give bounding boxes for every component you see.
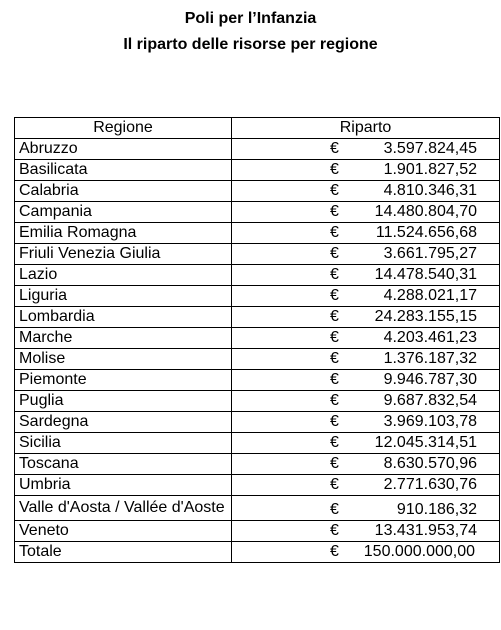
amount-value: 910.186,32 xyxy=(396,501,477,518)
currency-symbol: € xyxy=(330,543,339,560)
table-row xyxy=(15,160,500,181)
table-row xyxy=(15,139,500,160)
region-cell: Abruzzo xyxy=(15,139,232,160)
region-cell: Puglia xyxy=(15,391,232,412)
currency-symbol: € xyxy=(330,522,339,539)
table-row xyxy=(15,412,500,433)
currency-symbol: € xyxy=(330,392,339,409)
region-cell: Valle d'Aosta / Vallée d'Aoste xyxy=(15,496,232,521)
amount-cell xyxy=(232,223,500,244)
region-cell: Molise xyxy=(15,349,232,370)
currency-symbol: € xyxy=(330,455,339,472)
amount-cell xyxy=(232,244,500,265)
amount-cell xyxy=(232,328,500,349)
region-cell: Calabria xyxy=(15,181,232,202)
amount-value: 9.687.832,54 xyxy=(383,392,477,409)
region-cell: Umbria xyxy=(15,475,232,496)
table-row xyxy=(15,307,500,328)
currency-symbol: € xyxy=(330,371,339,388)
amount-value: 11.524.656,68 xyxy=(375,224,477,241)
currency-symbol: € xyxy=(330,203,339,220)
amount-cell xyxy=(232,202,500,223)
currency-symbol: € xyxy=(330,329,339,346)
table-row xyxy=(15,328,500,349)
currency-symbol: € xyxy=(330,182,339,199)
currency-symbol: € xyxy=(330,476,339,493)
region-cell: Friuli Venezia Giulia xyxy=(15,244,232,265)
region-cell: Sardegna xyxy=(15,412,232,433)
region-cell: Toscana xyxy=(15,454,232,475)
amount-cell xyxy=(232,265,500,286)
amount-value: 9.946.787,30 xyxy=(383,371,477,388)
table-row xyxy=(15,370,500,391)
column-header-allocation: Riparto xyxy=(232,118,500,139)
amount-value: 3.597.824,45 xyxy=(383,140,477,157)
amount-value: 4.810.346,31 xyxy=(383,182,477,199)
amount-value: 8.630.570,96 xyxy=(383,455,477,472)
region-cell: Lombardia xyxy=(15,307,232,328)
table-row xyxy=(15,244,500,265)
total-amount-cell xyxy=(232,542,500,563)
amount-value: 4.288.021,17 xyxy=(383,287,477,304)
currency-symbol: € xyxy=(330,287,339,304)
table-row xyxy=(15,391,500,412)
total-row xyxy=(15,542,500,563)
amount-value: 3.661.795,27 xyxy=(383,245,477,262)
amount-value: 1.376.187,32 xyxy=(383,350,477,367)
amount-cell xyxy=(232,412,500,433)
amount-value: 12.045.314,51 xyxy=(374,434,477,451)
amount-cell xyxy=(232,454,500,475)
region-cell: Sicilia xyxy=(15,433,232,454)
amount-value: 14.480.804,70 xyxy=(374,203,477,220)
document-title: Poli per l’Infanzia xyxy=(184,10,317,27)
amount-cell xyxy=(232,370,500,391)
currency-symbol: € xyxy=(330,161,339,178)
amount-value: 24.283.155,15 xyxy=(374,308,477,325)
total-amount-value: 150.000.000,00 xyxy=(363,543,475,560)
region-cell: Veneto xyxy=(15,521,232,542)
amount-cell xyxy=(232,160,500,181)
amount-cell xyxy=(232,521,500,542)
amount-value: 14.478.540,31 xyxy=(374,266,477,283)
allocation-table xyxy=(14,117,500,563)
table-row xyxy=(15,202,500,223)
amount-value: 4.203.461,23 xyxy=(383,329,477,346)
table-row xyxy=(15,181,500,202)
currency-symbol: € xyxy=(330,140,339,157)
region-cell: Lazio xyxy=(15,265,232,286)
currency-symbol: € xyxy=(330,501,339,518)
currency-symbol: € xyxy=(330,224,339,241)
document-subtitle: Il riparto delle risorse per regione xyxy=(123,36,378,53)
amount-cell xyxy=(232,139,500,160)
amount-value: 2.771.630,76 xyxy=(383,476,477,493)
total-label: Totale xyxy=(15,542,232,563)
amount-cell xyxy=(232,181,500,202)
amount-value: 1.901.827,52 xyxy=(383,161,477,178)
table-row xyxy=(15,496,500,521)
currency-symbol: € xyxy=(330,266,339,283)
currency-symbol: € xyxy=(330,308,339,325)
currency-symbol: € xyxy=(330,434,339,451)
amount-cell xyxy=(232,433,500,454)
currency-symbol: € xyxy=(330,413,339,430)
amount-cell xyxy=(232,475,500,496)
table-row xyxy=(15,223,500,244)
amount-cell xyxy=(232,391,500,412)
table-row xyxy=(15,349,500,370)
amount-value: 13.431.953,74 xyxy=(374,522,477,539)
table-header-row xyxy=(15,118,500,139)
amount-cell xyxy=(232,349,500,370)
table-row xyxy=(15,454,500,475)
table-row xyxy=(15,433,500,454)
amount-cell xyxy=(232,286,500,307)
table-row xyxy=(15,521,500,542)
region-cell: Basilicata xyxy=(15,160,232,181)
region-cell: Piemonte xyxy=(15,370,232,391)
amount-cell xyxy=(232,496,500,521)
amount-cell xyxy=(232,307,500,328)
table-row xyxy=(15,286,500,307)
table-row xyxy=(15,475,500,496)
region-cell: Emilia Romagna xyxy=(15,223,232,244)
currency-symbol: € xyxy=(330,245,339,262)
region-cell: Liguria xyxy=(15,286,232,307)
region-cell: Campania xyxy=(15,202,232,223)
column-header-region: Regione xyxy=(15,118,232,139)
table-row xyxy=(15,265,500,286)
currency-symbol: € xyxy=(330,350,339,367)
amount-value: 3.969.103,78 xyxy=(383,413,477,430)
region-cell: Marche xyxy=(15,328,232,349)
